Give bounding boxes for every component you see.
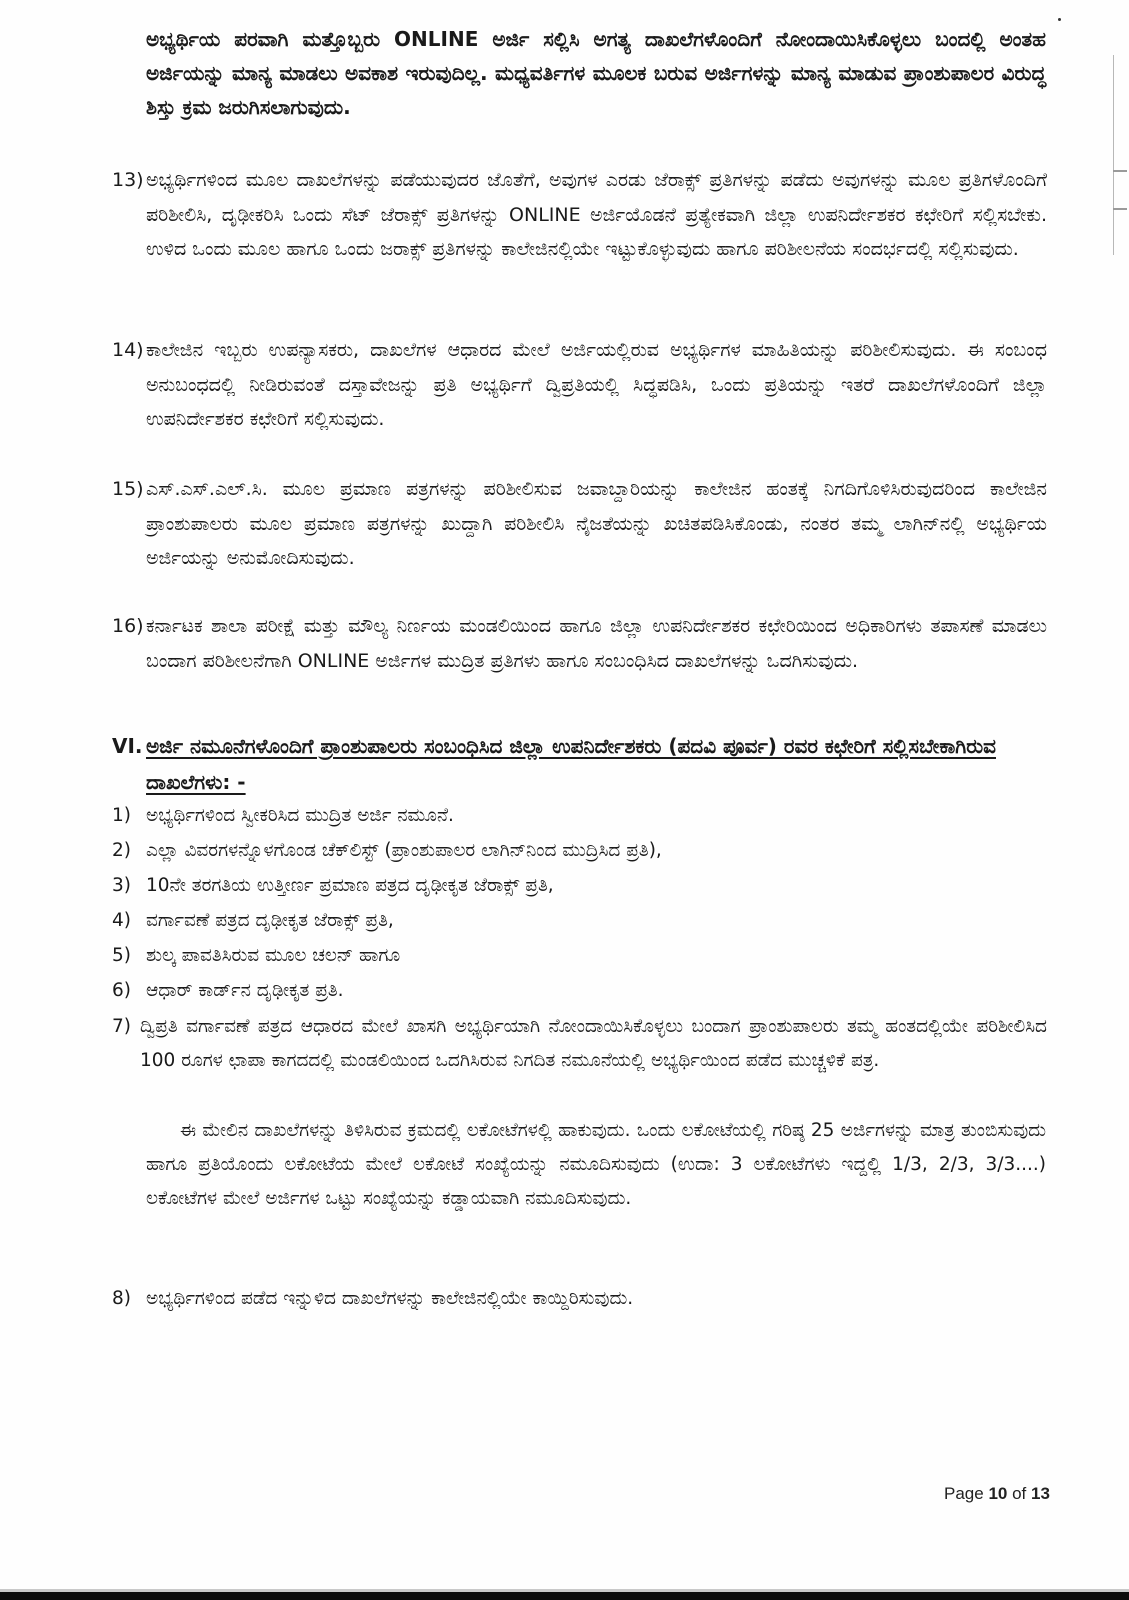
item-text: ಅಭ್ಯರ್ಥಿಗಳಿಂದ ಸ್ವೀಕರಿಸಿದ ಮುದ್ರಿತ ಅರ್ಜಿ ನಮೂನೆ. (146, 805, 454, 826)
document-item-4 (112, 904, 1047, 938)
item-text: ಶುಲ್ಕ ಪಾವತಿಸಿರುವ ಮೂಲ ಚಲನ್ ಹಾಗೂ (146, 945, 401, 966)
document-item-3 (112, 869, 1047, 903)
page-number (944, 1484, 1050, 1504)
item-number: 13) (112, 169, 144, 191)
item-text: ಎಸ್.ಎಸ್.ಎಲ್.ಸಿ. ಮೂಲ ಪ್ರಮಾಣ ಪತ್ರಗಳನ್ನು ಪರಿಶೀಲಿಸುವ ಜವಾಬ್ದಾರಿಯನ್ನು ಕಾಲೇಜಿನ ಹಂತಕ್ಕೆ ನಿಗದಿಗೊಳಿಸಿರುವುದರಿಂದ ಕಾಲೇಜಿನ ಪ್ರಾಂಶುಪಾಲರು ಮೂಲ ಪ್ರಮಾಣ ಪತ್ರಗಳನ್ನು ಖುದ್ದಾಗಿ ಪರಿಶೀಲಿಸಿ ನೈಜತೆಯನ್ನು ಖಚಿತಪಡಿಸಿಕೊಂಡು, ನಂತರ ತಮ್ಮ ಲಾಗಿನ್‌ನಲ್ಲಿ ಅಭ್ಯರ್ಥಿಯ ಅರ್ಜಿಯನ್ನು ಅನುಮೋದಿಸುವುದು. (146, 478, 1047, 569)
of-label: of (1012, 1484, 1027, 1503)
section-heading (112, 728, 1052, 800)
numbered-item-16 (112, 609, 1047, 678)
item-number: 5) (112, 945, 131, 966)
document-item-2 (112, 834, 1047, 868)
item-number: 6) (112, 980, 131, 1001)
margin-tick (1113, 208, 1127, 210)
envelope-instructions: ಈ ಮೇಲಿನ ದಾಖಲೆಗಳನ್ನು ತಿಳಿಸಿರುವ ಕ್ರಮದಲ್ಲಿ ಲಕೋಟೆಗಳಲ್ಲಿ ಹಾಕುವುದು. ಒಂದು ಲಕೋಟೆಯಲ್ಲಿ ಗರಿಷ್ಠ 25 ಅರ್ಜಿಗಳನ್ನು ಮಾತ್ರ ತುಂಬಿಸುವುದು ಹಾಗೂ ಪ್ರತಿಯೊಂದು ಲಕೋಟೆಯ ಮೇಲೆ ಲಕೋಟೆ ಸಂಖ್ಯೆಯನ್ನು ನಮೂದಿಸುವುದು (ಉದಾ: 3 ಲಕೋಟೆಗಳು ಇದ್ದಲ್ಲಿ 1/3, 2/3, 3/3....) ಲಕೋಟೆಗಳ ಮೇಲೆ ಅರ್ಜಿಗಳ ಒಟ್ಟು ಸಂಖ್ಯೆಯನ್ನು ಕಡ್ಡಾಯವಾಗಿ ನಮೂದಿಸುವುದು. (146, 1120, 1046, 1209)
numbered-item-15 (112, 472, 1047, 576)
document-item-7 (112, 1010, 1047, 1078)
section-title: ಅರ್ಜಿ ನಮೂನೆಗಳೊಂದಿಗೆ ಪ್ರಾಂಶುಪಾಲರು ಸಂಬಂಧಿಸಿದ ಜಿಲ್ಲಾ ಉಪನಿರ್ದೇಶಕರು (ಪದವಿ ಪೂರ್ವ) ರವರ ಕಛೇರಿಗೆ ಸಲ್ಲಿಸಬೇಕಾಗಿರುವ ದಾಖಲೆಗಳು: - (146, 734, 996, 794)
section-number: VI. (112, 734, 143, 758)
document-item-8 (112, 1282, 1047, 1316)
item-number: 15) (112, 478, 144, 500)
item-text: ಎಲ್ಲಾ ವಿವರಗಳನ್ನೊಳಗೊಂಡ ಚೆಕ್‌ಲಿಸ್ಟ್ (ಪ್ರಾಂಶುಪಾಲರ ಲಾಗಿನ್‌ನಿಂದ ಮುದ್ರಿಸಿದ ಪ್ರತಿ), (146, 840, 662, 861)
document-item-1 (112, 799, 1047, 833)
numbered-item-13 (112, 163, 1047, 267)
item-text: ದ್ವಿಪ್ರತಿ ವರ್ಗಾವಣೆ ಪತ್ರದ ಆಧಾರದ ಮೇಲೆ ಖಾಸಗಿ ಅಭ್ಯರ್ಥಿಯಾಗಿ ನೋಂದಾಯಿಸಿಕೊಳ್ಳಲು ಬಂದಾಗ ಪ್ರಾಂಶುಪಾಲರು ತಮ್ಮ ಹಂತದಲ್ಲಿಯೇ ಪರಿಶೀಲಿಸಿದ 100 ರೂಗಳ ಛಾಪಾ ಕಾಗದದಲ್ಲಿ ಮಂಡಲಿಯಿಂದ ಒದಗಿಸಿರುವ ನಿಗದಿತ ನಮೂನೆಯಲ್ಲಿ ಅಭ್ಯರ್ಥಿಯಿಂದ ಪಡೆದ ಮುಚ್ಚಳಿಕೆ ಪತ್ರ. (140, 1016, 1047, 1071)
item-number: 2) (112, 840, 131, 861)
item-text: ಅಭ್ಯರ್ಥಿಗಳಿಂದ ಪಡೆದ ಇನ್ನುಳಿದ ದಾಖಲೆಗಳನ್ನು ಕಾಲೇಜಿನಲ್ಲಿಯೇ ಕಾಯ್ದಿರಿಸುವುದು. (146, 1288, 634, 1309)
item-number: 4) (112, 910, 131, 931)
item-number: 8) (112, 1288, 131, 1309)
item-text: ಕರ್ನಾಟಕ ಶಾಲಾ ಪರೀಕ್ಷೆ ಮತ್ತು ಮೌಲ್ಯ ನಿರ್ಣಯ ಮಂಡಲಿಯಿಂದ ಹಾಗೂ ಜಿಲ್ಲಾ ಉಪನಿರ್ದೇಶಕರ ಕಛೇರಿಯಿಂದ ಅಧಿಕಾರಿಗಳು ತಪಾಸಣೆ ಮಾಡಲು ಬಂದಾಗ ಪರಿಶೀಲನೆಗಾಗಿ ONLINE ಅರ್ಜಿಗಳ ಮುದ್ರಿತ ಪ್ರತಿಗಳು ಹಾಗೂ ಸಂಬಂಧಿಸಿದ ದಾಖಲೆಗಳನ್ನು ಒದಗಿಸುವುದು. (146, 615, 1047, 672)
scan-speck (1058, 18, 1061, 21)
item-text: ಅಭ್ಯರ್ಥಿಗಳಿಂದ ಮೂಲ ದಾಖಲೆಗಳನ್ನು ಪಡೆಯುವುದರ ಜೊತೆಗೆ, ಅವುಗಳ ಎರಡು ಜೆರಾಕ್ಸ್ ಪ್ರತಿಗಳನ್ನು ಪಡೆದು ಅವುಗಳನ್ನು ಮೂಲ ಪ್ರತಿಗಳೊಂದಿಗೆ ಪರಿಶೀಲಿಸಿ, ದೃಢೀಕರಿಸಿ ಒಂದು ಸೆಟ್ ಜೆರಾಕ್ಸ್ ಪ್ರತಿಗಳನ್ನು ONLINE ಅರ್ಜಿಯೊಡನೆ ಪ್ರತ್ಯೇಕವಾಗಿ ಜಿಲ್ಲಾ ಉಪನಿರ್ದೇಶಕರ ಕಛೇರಿಗೆ ಸಲ್ಲಿಸಬೇಕು. ಉಳಿದ ಒಂದು ಮೂಲ ಹಾಗೂ ಒಂದು ಜರಾಕ್ಸ್ ಪ್ರತಿಗಳನ್ನು ಕಾಲೇಜಿನಲ್ಲಿಯೇ ಇಟ್ಟುಕೊಳ್ಳುವುದು ಹಾಗೂ ಪರಿಶೀಲನೆಯ ಸಂದರ್ಭದಲ್ಲಿ ಸಲ್ಲಿಸುವುದು. (146, 169, 1047, 260)
current-page: 10 (988, 1484, 1008, 1503)
item-number: 1) (112, 805, 131, 826)
margin-tick (1113, 170, 1127, 172)
page-prefix: Page (944, 1484, 984, 1503)
intro-paragraph: ಅಭ್ಯರ್ಥಿಯ ಪರವಾಗಿ ಮತ್ತೊಬ್ಬರು ONLINE ಅರ್ಜಿ ಸಲ್ಲಿಸಿ ಅಗತ್ಯ ದಾಖಲೆಗಳೊಂದಿಗೆ ನೋಂದಾಯಿಸಿಕೊಳ್ಳಲು ಬಂದಲ್ಲಿ ಅಂತಹ ಅರ್ಜಿಯನ್ನು ಮಾನ್ಯ ಮಾಡಲು ಅವಕಾಶ ಇರುವುದಿಲ್ಲ. ಮಧ್ಯವರ್ತಿಗಳ ಮೂಲಕ ಬರುವ ಅರ್ಜಿಗಳನ್ನು ಮಾನ್ಯ ಮಾಡುವ ಪ್ರಾಂಶುಪಾಲರ ವಿರುದ್ಧ ಶಿಸ್ತು ಕ್ರಮ ಜರುಗಿಸಲಾಗುವುದು. (146, 27, 1046, 119)
document-item-5 (112, 939, 1047, 973)
item-number: 7) (112, 1016, 131, 1037)
document-item-6 (112, 974, 1047, 1008)
margin-rule (1113, 55, 1114, 255)
item-number: 16) (112, 615, 144, 637)
numbered-item-14 (112, 333, 1047, 437)
item-text: ವರ್ಗಾವಣೆ ಪತ್ರದ ದೃಢೀಕೃತ ಜೆರಾಕ್ಸ್ ಪ್ರತಿ, (146, 910, 394, 931)
item-text: ಕಾಲೇಜಿನ ಇಬ್ಬರು ಉಪನ್ಯಾಸಕರು, ದಾಖಲೆಗಳ ಆಧಾರದ ಮೇಲೆ ಅರ್ಜಿಯಲ್ಲಿರುವ ಅಭ್ಯರ್ಥಿಗಳ ಮಾಹಿತಿಯನ್ನು ಪರಿಶೀಲಿಸುವುದು. ಈ ಸಂಬಂಧ ಅನುಬಂಧದಲ್ಲಿ ನೀಡಿರುವಂತೆ ದಸ್ತಾವೇಜನ್ನು ಪ್ರತಿ ಅಭ್ಯರ್ಥಿಗೆ ದ್ವಿಪ್ರತಿಯಲ್ಲಿ ಸಿದ್ಧಪಡಿಸಿ, ಒಂದು ಪ್ರತಿಯನ್ನು ಇತರೆ ದಾಖಲೆಗಳೊಂದಿಗೆ ಜಿಲ್ಲಾ ಉಪನಿರ್ದೇಶಕರ ಕಛೇರಿಗೆ ಸಲ್ಲಿಸುವುದು. (146, 339, 1047, 430)
total-pages: 13 (1031, 1484, 1050, 1503)
scan-edge-bar (0, 1592, 1129, 1600)
item-text: 10ನೇ ತರಗತಿಯ ಉತ್ತೀರ್ಣ ಪ್ರಮಾಣ ಪತ್ರದ ದೃಢೀಕೃತ ಜೆರಾಕ್ಸ್ ಪ್ರತಿ, (146, 875, 554, 896)
item-number: 3) (112, 875, 131, 896)
item-text: ಆಧಾರ್ ಕಾರ್ಡ್‌ನ ದೃಢೀಕೃತ ಪ್ರತಿ. (146, 980, 344, 1001)
item-number: 14) (112, 339, 144, 361)
